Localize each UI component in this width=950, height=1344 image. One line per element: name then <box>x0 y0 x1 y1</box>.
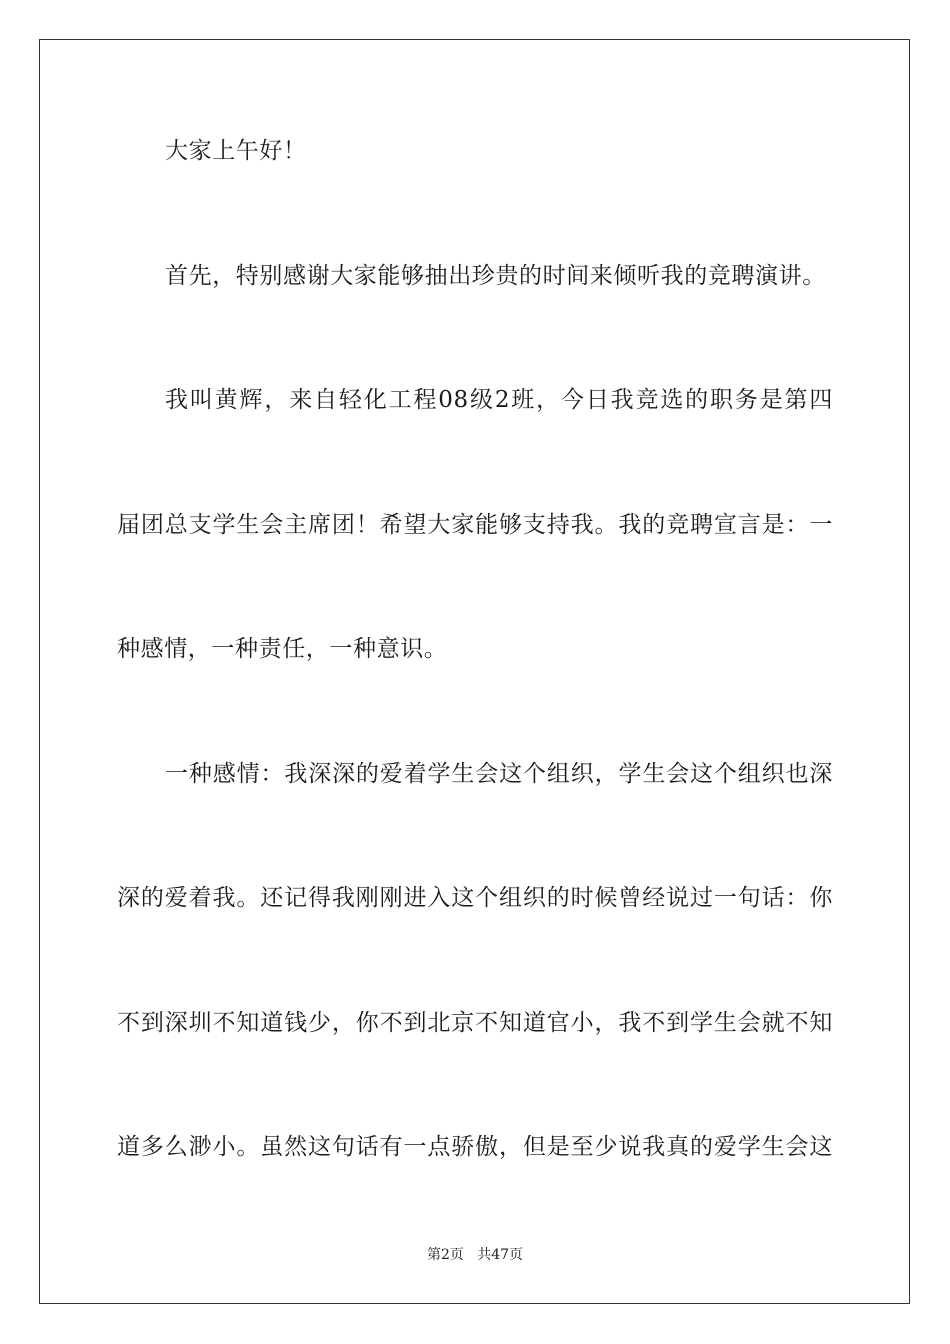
paragraph-line: 种感情，一种责任，一种意识。 <box>117 636 448 662</box>
page-number-footer: 第2页 共47页 <box>426 1247 524 1263</box>
paragraph-line: 我叫黄辉，来自轻化工程08级2班，今日我竞选的职务是第四 <box>165 387 833 413</box>
paragraph-line: 不到深圳不知道钱少，你不到北京不知道官小，我不到学生会就不知 <box>117 1010 833 1036</box>
paragraph-line: 道多么渺小。虽然这句话有一点骄傲，但是至少说我真的爱学生会这 <box>117 1134 833 1160</box>
paragraph-line: 深的爱着我。还记得我刚刚进入这个组织的时候曾经说过一句话：你 <box>117 885 833 911</box>
paragraph-line: 一种感情：我深深的爱着学生会这个组织，学生会这个组织也深 <box>165 761 833 787</box>
paragraph-line: 届团总支学生会主席团！希望大家能够支持我。我的竞聘宣言是：一 <box>117 512 833 538</box>
paragraph-line: 首先，特别感谢大家能够抽出珍贵的时间来倾听我的竞聘演讲。 <box>165 263 826 289</box>
greeting-line: 大家上午好！ <box>165 138 307 164</box>
page-frame <box>39 39 910 1304</box>
